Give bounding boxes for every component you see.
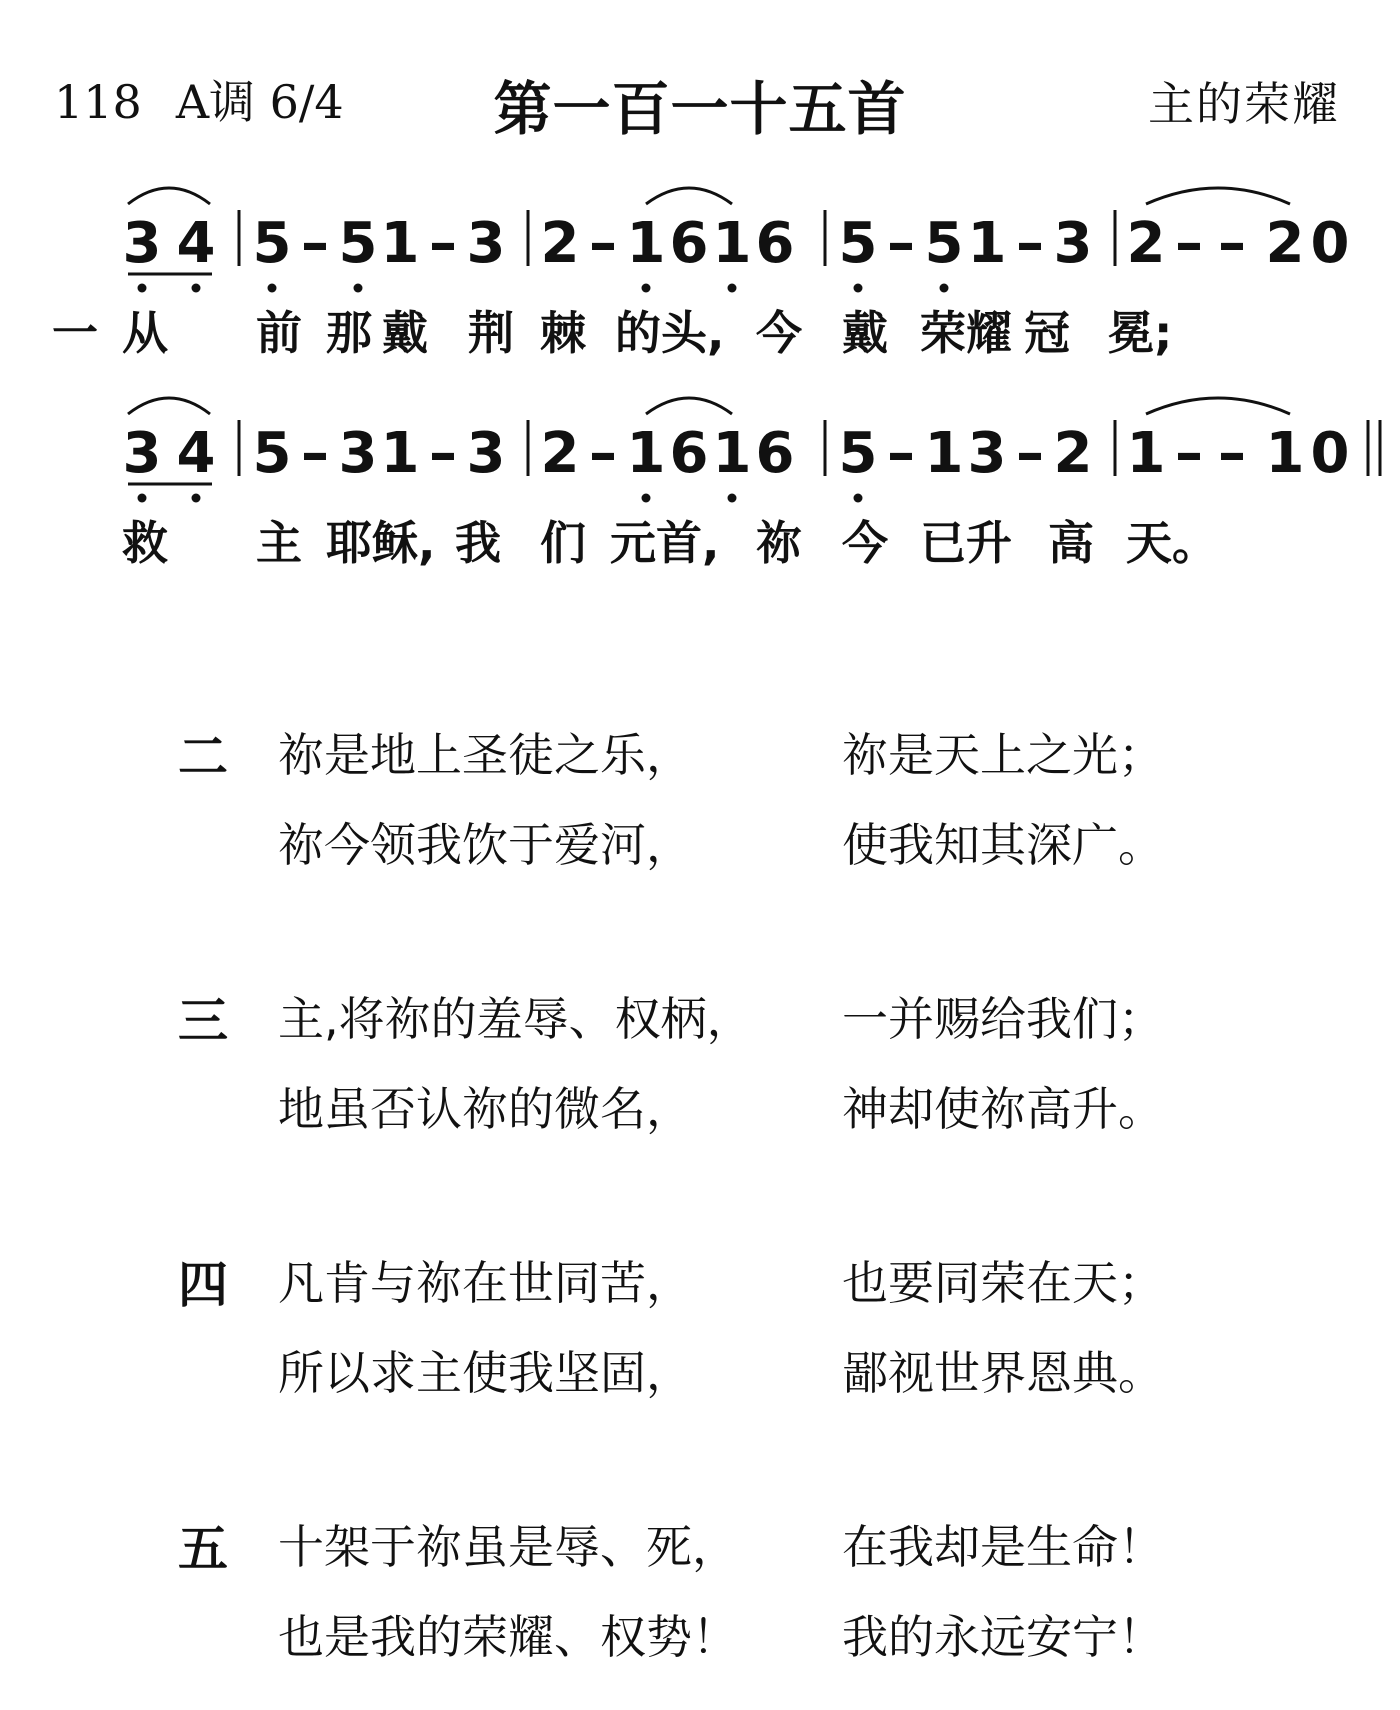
verse-4-line-1-a: 凡肯与祢在世同苦， [278,1256,692,1310]
hymn-subject: 主的荣耀 [1148,77,1340,131]
note-digit: 1 [712,421,752,486]
verse-3-line-1-b: 一并赐给我们； [842,992,1164,1046]
lyric-syllable: 天。 [1126,516,1218,570]
note-digit: 2 [1126,211,1166,276]
low-octave-dot [728,284,737,293]
note-digit: 1 [1126,421,1166,486]
low-octave-dot [192,284,201,293]
dash-mark: – [1016,211,1044,276]
lyric-syllable: 救 [122,516,168,570]
note-digit: 0 [1310,211,1350,276]
low-octave-dot [354,284,363,293]
verse-4-line-2-a: 所以求主使我坚固， [278,1346,692,1400]
note-digit: 1 [626,211,666,276]
verse-2-line-2-a: 祢今领我饮于爱河， [278,818,692,872]
note-digit: 6 [755,211,795,276]
note-digit: 1 [380,421,420,486]
note-digit: 5 [338,211,378,276]
verse-number-3: 三 [178,992,228,1050]
slur-mark [646,188,732,204]
slur-mark [128,188,210,204]
note-digit: 5 [838,211,878,276]
lyric-syllable: 祢 [756,516,802,570]
lyric-syllable: 冕; [1108,306,1173,360]
lyric-syllable: 今 [756,306,802,360]
dash-mark: – [429,211,457,276]
dash-mark: – [1175,211,1203,276]
note-digit: 3 [466,211,506,276]
slur-mark [128,398,210,414]
lyric-syllable: 戴 [382,306,428,360]
lyric-syllable: 元首, [610,516,720,570]
hymn-title: 第一百一十五首 [493,75,907,143]
lyric-syllable: 棘 [540,306,586,360]
verse-number-1: 一 [52,306,98,360]
dash-mark: – [301,421,329,486]
lyric-syllable: 的头, [615,306,725,360]
verse-number-2: 二 [178,728,228,786]
verse-3-line-2-a: 地虽否认祢的微名， [278,1082,692,1136]
lyric-syllable: 主 [256,516,302,570]
note-digit: 3 [122,421,162,486]
verse-4-line-1-b: 也要同荣在天； [842,1256,1164,1310]
note-digit: 2 [540,211,580,276]
dash-mark: – [1175,421,1203,486]
verse-5-line-2-b: 我的永远安宁！ [842,1610,1164,1664]
note-digit: 3 [122,211,162,276]
lyric-syllable: 荆 [468,306,514,360]
low-octave-dot [138,284,147,293]
verse-2-line-1-a: 祢是地上圣徒之乐， [278,728,692,782]
low-octave-dot [192,494,201,503]
verse-2-line-1-b: 祢是天上之光； [842,728,1164,782]
note-digit: 5 [252,211,292,276]
low-octave-dot [642,494,651,503]
low-octave-dot [642,284,651,293]
verse-3-line-2-b: 神却使祢高升。 [842,1082,1164,1136]
note-digit: 6 [669,211,709,276]
low-octave-dot [268,284,277,293]
low-octave-dot [138,494,147,503]
low-octave-dot [854,284,863,293]
dash-mark: – [1016,421,1044,486]
dash-mark: – [429,421,457,486]
dash-mark: – [1218,421,1246,486]
lyric-syllable: 荣耀 [920,306,1012,360]
verse-5-line-1-b: 在我却是生命！ [842,1520,1164,1574]
note-digit: 2 [540,421,580,486]
lyric-syllable: 从 [122,306,168,360]
verse-2-line-2-b: 使我知其深广。 [842,818,1164,872]
note-digit: 1 [1265,421,1305,486]
lyric-syllable: 今 [842,516,888,570]
key-signature: A调 6/4 [175,75,344,129]
note-digit: 3 [1053,211,1093,276]
verse-5-line-2-a: 也是我的荣耀、权势！ [278,1610,738,1664]
dash-mark: – [887,211,915,276]
note-digit: 5 [838,421,878,486]
dash-mark: – [1218,211,1246,276]
low-octave-dot [940,284,949,293]
dash-mark: – [589,211,617,276]
verse-3-line-1-a: 主,将祢的羞辱、权柄， [278,992,753,1046]
slur-mark [1146,188,1290,204]
slur-mark [646,398,732,414]
note-digit: 1 [712,211,752,276]
lyric-syllable: 冠 [1024,306,1070,360]
verse-4-line-2-b: 鄙视世界恩典。 [842,1346,1164,1400]
verse-number-5: 五 [178,1520,228,1578]
note-digit: 0 [1310,421,1350,486]
lyric-syllable: 已升 [920,516,1012,570]
note-digit: 3 [466,421,506,486]
note-digit: 1 [626,421,666,486]
note-digit: 6 [755,421,795,486]
hymn-number-value: 118 [54,75,142,129]
lyric-syllable: 高 [1048,516,1094,570]
note-digit: 2 [1053,421,1093,486]
lyric-syllable: 那 [326,306,372,360]
lyric-syllable: 们 [540,516,586,570]
note-digit: 1 [924,421,964,486]
slur-mark [1146,398,1290,414]
lyric-syllable: 耶稣, [326,516,436,570]
note-digit: 3 [967,421,1007,486]
verse-5-line-1-a: 十架于祢虽是辱、死， [278,1520,738,1574]
lyric-syllable: 前 [256,306,302,360]
lyric-syllable: 我 [455,516,501,570]
lyric-syllable: 戴 [842,306,888,360]
note-digit: 3 [338,421,378,486]
dash-mark: – [887,421,915,486]
low-octave-dot [728,494,737,503]
note-digit: 4 [176,211,216,276]
verse-number-4: 四 [178,1256,228,1314]
low-octave-dot [854,494,863,503]
note-digit: 1 [967,211,1007,276]
note-digit: 4 [176,421,216,486]
note-digit: 5 [252,421,292,486]
dash-mark: – [589,421,617,486]
note-digit: 1 [380,211,420,276]
note-digit: 6 [669,421,709,486]
note-digit: 5 [924,211,964,276]
note-digit: 2 [1265,211,1305,276]
dash-mark: – [301,211,329,276]
